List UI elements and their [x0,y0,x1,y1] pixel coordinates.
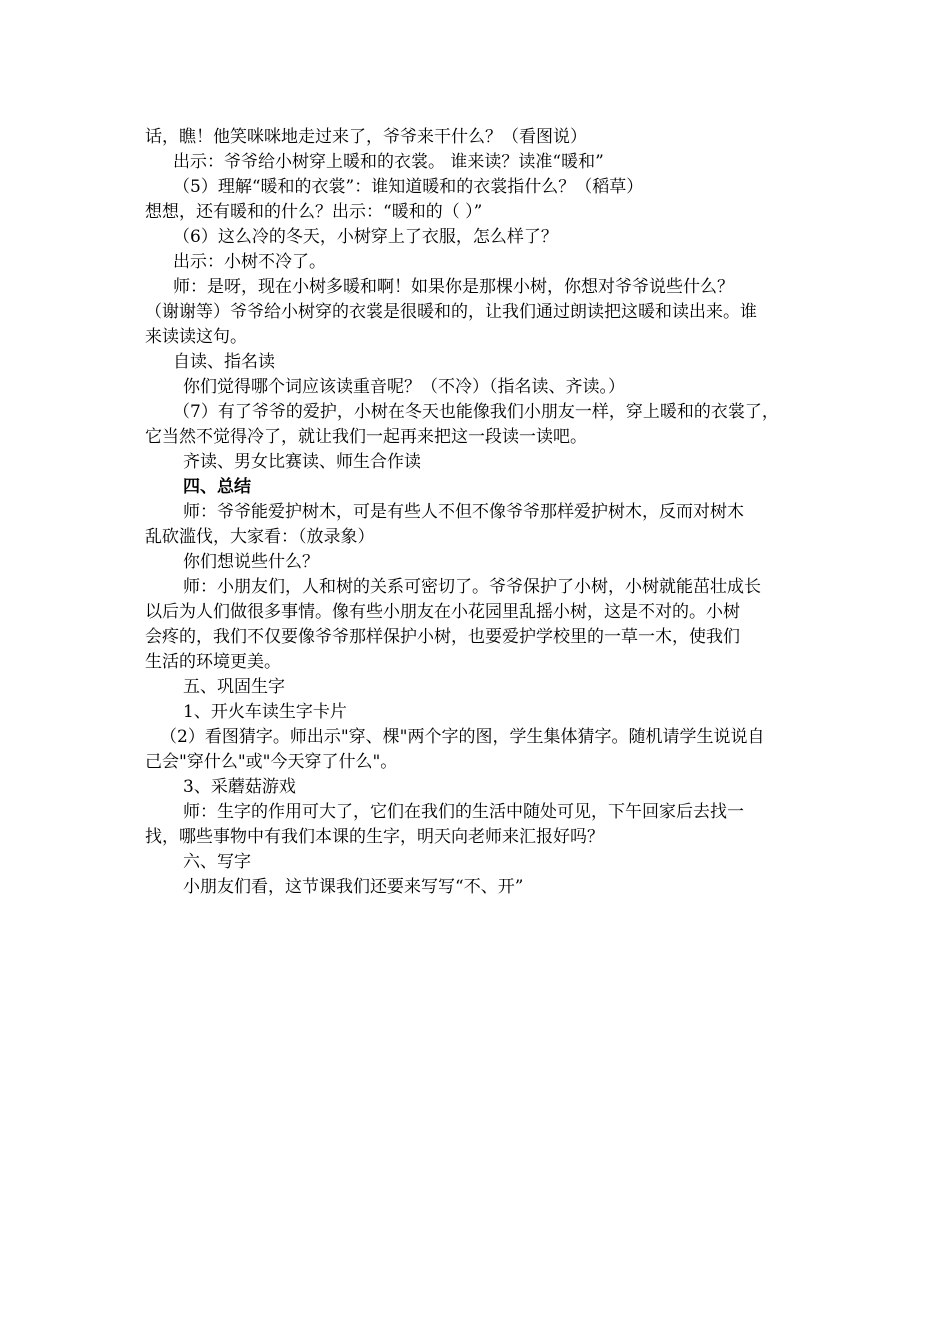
text-line: 自读、指名读 [173,352,275,372]
text-line: （7）有了爷爷的爱护，小树在冬天也能像我们小朋友一样，穿上暖和的衣裳了， [173,402,779,422]
text-line: 齐读、男女比赛读、师生合作读 [183,452,421,472]
text-line: 出示：小树不冷了。 [173,252,326,272]
text-line: 会疼的，我们不仅要像爷爷那样保护小树，也要爱护学校里的一草一木，使我们 [145,627,740,647]
text-line: 乱砍滥伐，大家看：（放录象） [145,527,375,547]
section-heading: 四、总结 [183,477,251,497]
text-line: 想想，还有暖和的什么？出示：“暖和的（ ）” [145,202,483,222]
text-line: （6）这么冷的冬天，小树穿上了衣服，怎么样了？ [173,227,558,247]
text-line: 生活的环境更美。 [145,652,281,672]
text-line: 你们觉得哪个词应该读重音呢？（不冷）（指名读、齐读。） [183,377,625,397]
text-line: 来读读这句。 [145,327,247,347]
text-line: 以后为人们做很多事情。像有些小朋友在小花园里乱摇小树，这是不对的。小树 [145,602,740,622]
text-line: （谢谢等）爷爷给小树穿的衣裳是很暖和的，让我们通过朗读把这暖和读出来。谁 [145,302,757,322]
text-line: 师：生字的作用可大了，它们在我们的生活中随处可见，下午回家后去找一 [183,802,744,822]
text-line: 找，哪些事物中有我们本课的生字，明天向老师来汇报好吗？ [145,827,604,847]
text-line: 小朋友们看，这节课我们还要来写写“不、开” [183,877,524,897]
text-line: （5）理解“暖和的衣裳”：谁知道暖和的衣裳指什么？（稻草） [173,177,644,197]
section-heading: 五、巩固生字 [183,677,285,697]
text-line: 话，瞧！他笑咪咪地走过来了，爷爷来干什么？（看图说） [145,127,587,147]
text-line: 师：是呀，现在小树多暖和啊！如果你是那棵小树，你想对爷爷说些什么？ [173,277,734,297]
text-line: 出示：爷爷给小树穿上暖和的衣裳。 谁来读？读准“暖和” [173,152,604,172]
text-line: 师：小朋友们，人和树的关系可密切了。爷爷保护了小树，小树就能茁壮成长 [183,577,761,597]
text-line: 师：爷爷能爱护树木，可是有些人不但不像爷爷那样爱护树木，反而对树木 [183,502,744,522]
text-line: 1、开火车读生字卡片 [183,702,347,722]
text-line: 你们想说些什么？ [183,552,319,572]
text-line: （2）看图猜字。师出示"穿、棵"两个字的图，学生集体猜字。随机请学生说说自 [160,727,765,747]
text-line: 己会"穿什么"或"今天穿了什么"。 [145,752,398,772]
text-line: 它当然不觉得冷了，就让我们一起再来把这一段读一读吧。 [145,427,587,447]
text-line: 3、采蘑菇游戏 [183,777,296,797]
section-heading: 六、写字 [183,852,251,872]
